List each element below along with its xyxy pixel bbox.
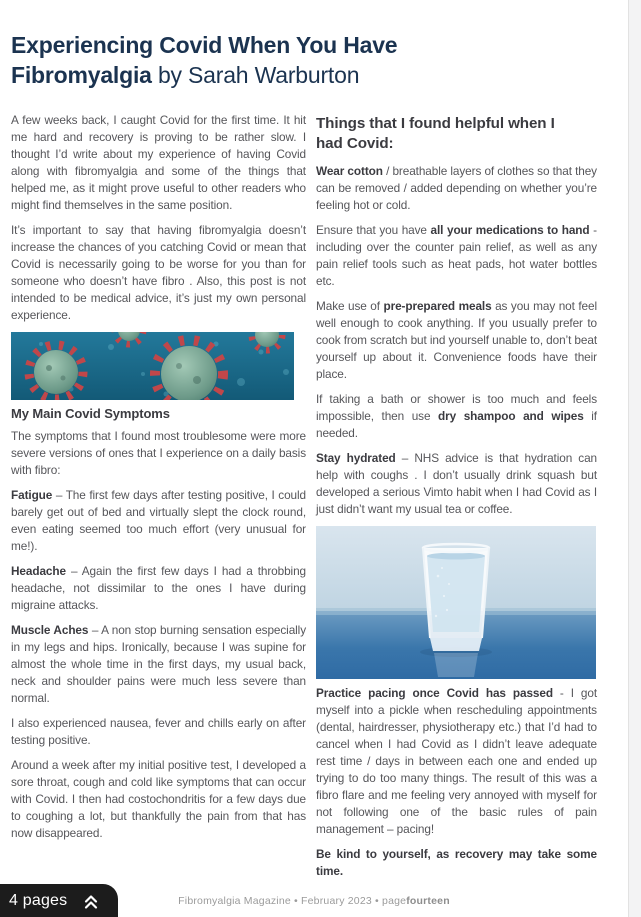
paragraph: Practice pacing once Covid has passed - I got myself into a pickle when rescheduling appointments (dental, hairdresser, physiotherapy etc.) that I’d had to cancel when I had Covid as I didn’t leave adequate rest time / days in between each one and ended up trying to do too many things. The result of this was a fibro flare and me feeling very annoyed with myself for not following one of the basic rules of pain management – pacing!: [316, 686, 597, 836]
article-title: Experiencing Covid When You Have Fibromyalgia by Sarah Warburton: [11, 32, 398, 88]
chevrons-up-icon[interactable]: [81, 891, 101, 911]
paragraph: Around a week after my initial positive test, I developed a sore throat, cough and cold like symptoms that can occur with Covid. I then had costochondritis for a few days due to coughing a lot, but thankfully the pain from that has now disappeared.: [11, 758, 306, 840]
paragraph: Headache – Again the first few days I had a throbbing headache, not dissimilar to the ones I have during migraine attacks.: [11, 564, 306, 612]
paragraph: A few weeks back, I caught Covid for the first time. It hit me hard and recovery is proving to be rather slow. I thought I’d write about my experience of having Covid along with fibromyalgia and some of the things that helped me, as it might prove useful to other readers who might find themselves in the same position.: [11, 113, 306, 212]
symptoms-heading: My Main Covid Symptoms: [11, 406, 170, 421]
page-footer: Fibromyalgia Magazine • February 2023 • pagefourteen: [178, 895, 450, 907]
paragraph: Make use of pre-prepared meals as you may not feel well enough to cook anything. If you usually prefer to cook from scratch but ind yourself unable to, don’t beat yourself up about it. Convenience foods have their place.: [316, 299, 597, 381]
glass-of-water-photo: [316, 526, 597, 679]
helpful-heading: Things that I found helpful when I had Covid:: [316, 115, 555, 152]
paragraph: Be kind to yourself, as recovery may take some time.: [316, 847, 597, 878]
paragraph: Fatigue – The first few days after testing positive, I could barely get out of bed and virtually slept the clock round, even eating seemed too much effort (very unusual for me!).: [11, 488, 306, 553]
paragraph: If taking a bath or shower is too much and feels impossible, then use dry shampoo and wipes if needed.: [316, 392, 597, 440]
left-column: [11, 112, 306, 850]
pages-badge[interactable]: [0, 884, 118, 917]
paragraph: It’s important to say that having fibromyalgia doesn’t increase the chances of you catching Covid or mean that Covid is necessarily going to be worse for you than for someone who doesn’t have fibro . Also, this post is not intended to be medical advice, it’s just my own personal experience.: [11, 223, 306, 322]
paragraph: Wear cotton / breathable layers of clothes so that they can be removed / added depending on whether you’re feeling hot or cold.: [316, 164, 597, 212]
pages-count-label: 4 pages: [9, 891, 68, 909]
paragraph: Stay hydrated – NHS advice is that hydration can help with coughs . I don’t usually drink squash but developed a serious Vimto habit when I had Covid as I just didn’t want my usual tea or coffee.: [316, 451, 597, 516]
paragraph: Ensure that you have all your medications to hand - including over the counter pain relief, as well as any pain relief tools such as heat pads, hot water bottles etc.: [316, 223, 598, 288]
right-column: [316, 112, 597, 888]
next-page-edge: [628, 0, 641, 917]
paragraph: The symptoms that I found most troublesome were more severe versions of ones that I experience on a daily basis with fibro:: [11, 429, 306, 477]
covid-virus-photo: [11, 332, 306, 400]
paragraph: Muscle Aches – A non stop burning sensation especially in my legs and hips. Ironically, because I was supine for almost the whole time in the first days, my usual back, neck and shoulder pains were much less severe than normal.: [11, 623, 306, 705]
paragraph: I also experienced nausea, fever and chills early on after testing positive.: [11, 716, 306, 747]
